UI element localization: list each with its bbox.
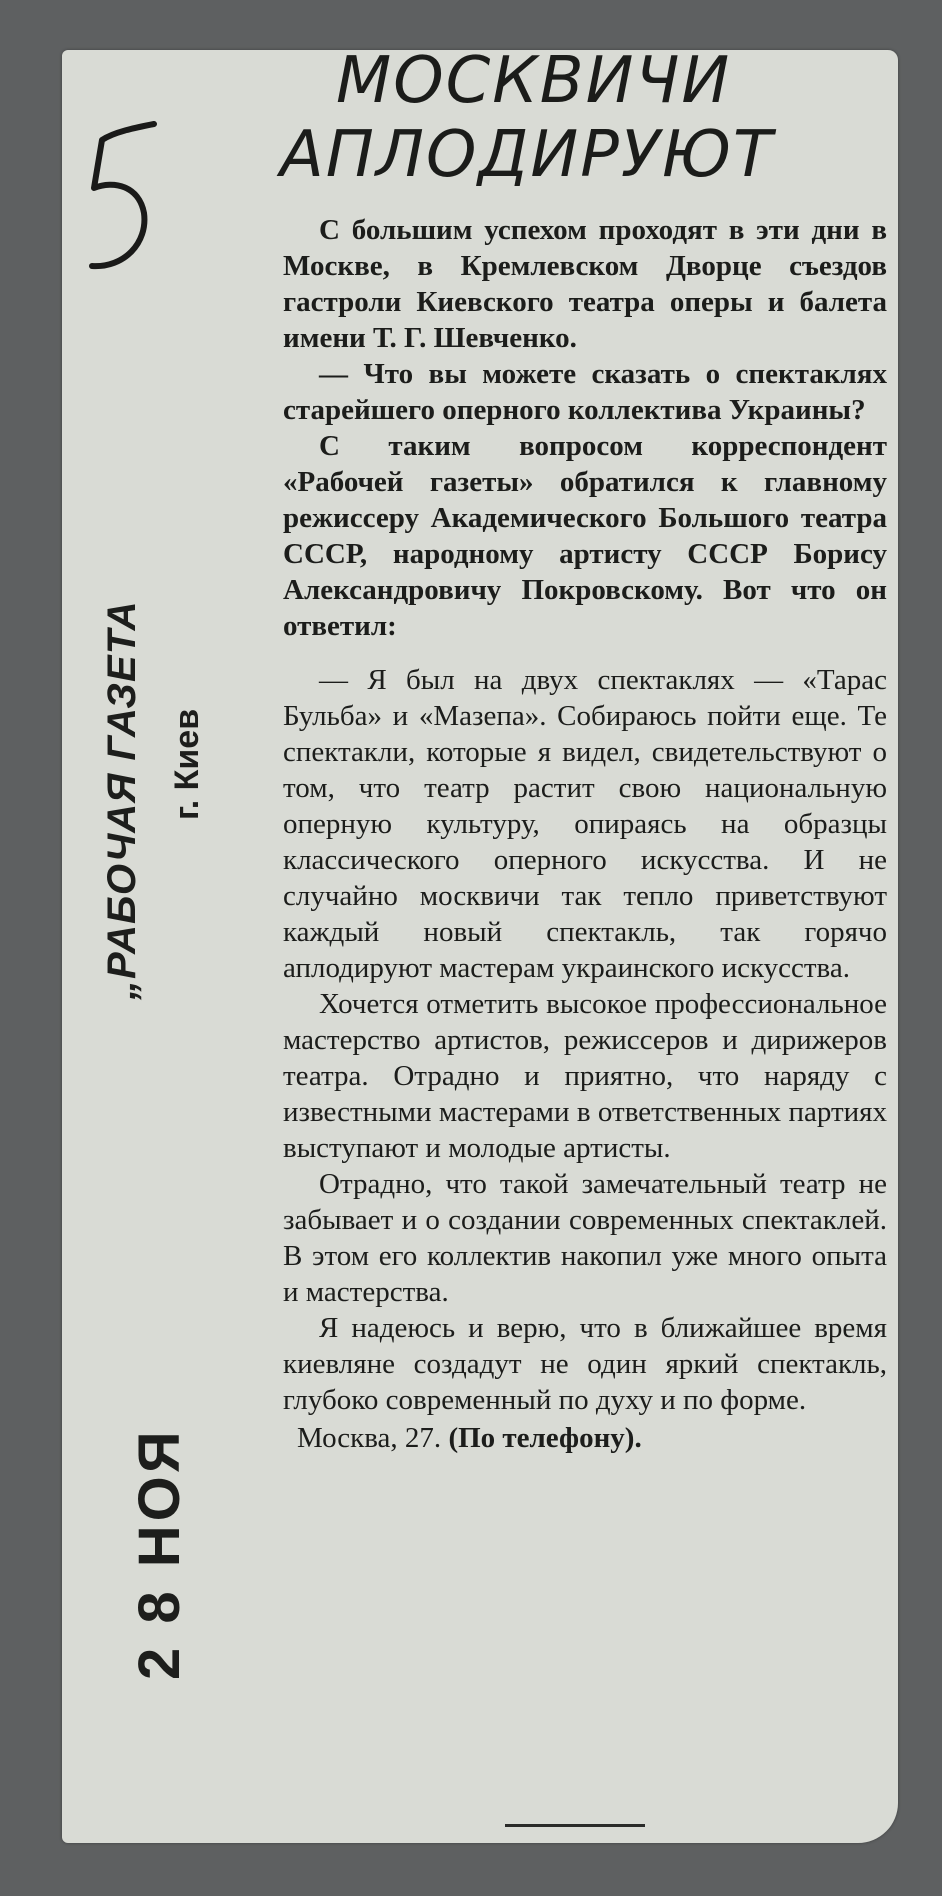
end-rule — [505, 1824, 645, 1827]
body-paragraph: Отрадно, что такой замечательный театр не забывает и о создании современных спектаклей. В этом его коллектив накопил уже много опыта и мастерства. — [283, 1168, 887, 1308]
headline-line-2: АПЛОДИРУЮТ — [280, 118, 775, 192]
article-headline — [280, 44, 880, 192]
city-stamp: г. Киев — [168, 708, 206, 820]
lead-paragraph: С большим успехом проходят в эти дни в Москве, в Кремлевском Дворце съездов гастроли Киевского театра оперы и балета имени Т. Г. Шевченко. — [283, 214, 887, 354]
body-paragraph: Я надеюсь и верю, что в ближайшее время киевляне создадут не один яркий спектакль, глубоко современный по духу и по форме. — [283, 1312, 887, 1416]
dateline — [283, 1420, 887, 1456]
dateline-source: (По телефону). — [448, 1422, 642, 1454]
dateline-place: Москва, 27. — [297, 1422, 442, 1454]
date-stamp: 2 8 НОЯ — [127, 1427, 192, 1680]
body-paragraph: — Я был на двух спектаклях — «Тарас Бульба» и «Мазепа». Собираюсь пойти еще. Те спектакли, которые я видел, свидетельствуют о том, что театр растит свою национальную оперную культуру, опираясь на образцы классического оперного искусства. И не случайно москвичи так тепло приветствуют каждый новый спектакль, так горячо аплодируют мастерам украинского искусства. — [283, 664, 887, 984]
headline-line-1: МОСКВИЧИ — [336, 44, 732, 118]
article-body — [283, 212, 887, 1456]
newspaper-name-stamp: „РАБОЧАЯ ГАЗЕТА — [100, 600, 144, 1000]
question-paragraph: — Что вы можете сказать о спектаклях старейшего оперного коллектива Украины? — [283, 358, 887, 426]
handwritten-number-5 — [84, 118, 164, 278]
body-paragraph: Хочется отметить высокое профессиональное мастерство артистов, режиссеров и дирижеров театра. Отрадно и приятно, что наряду с известными мастерами в ответственных партиях выступают и молодые артисты. — [283, 988, 887, 1164]
intro-paragraph: С таким вопросом корреспондент «Рабочей газеты» обратился к главному режиссеру Академического Большого театра СССР, народному артисту СССР Борису Александровичу Покровскому. Вот что он ответил: — [283, 430, 887, 642]
